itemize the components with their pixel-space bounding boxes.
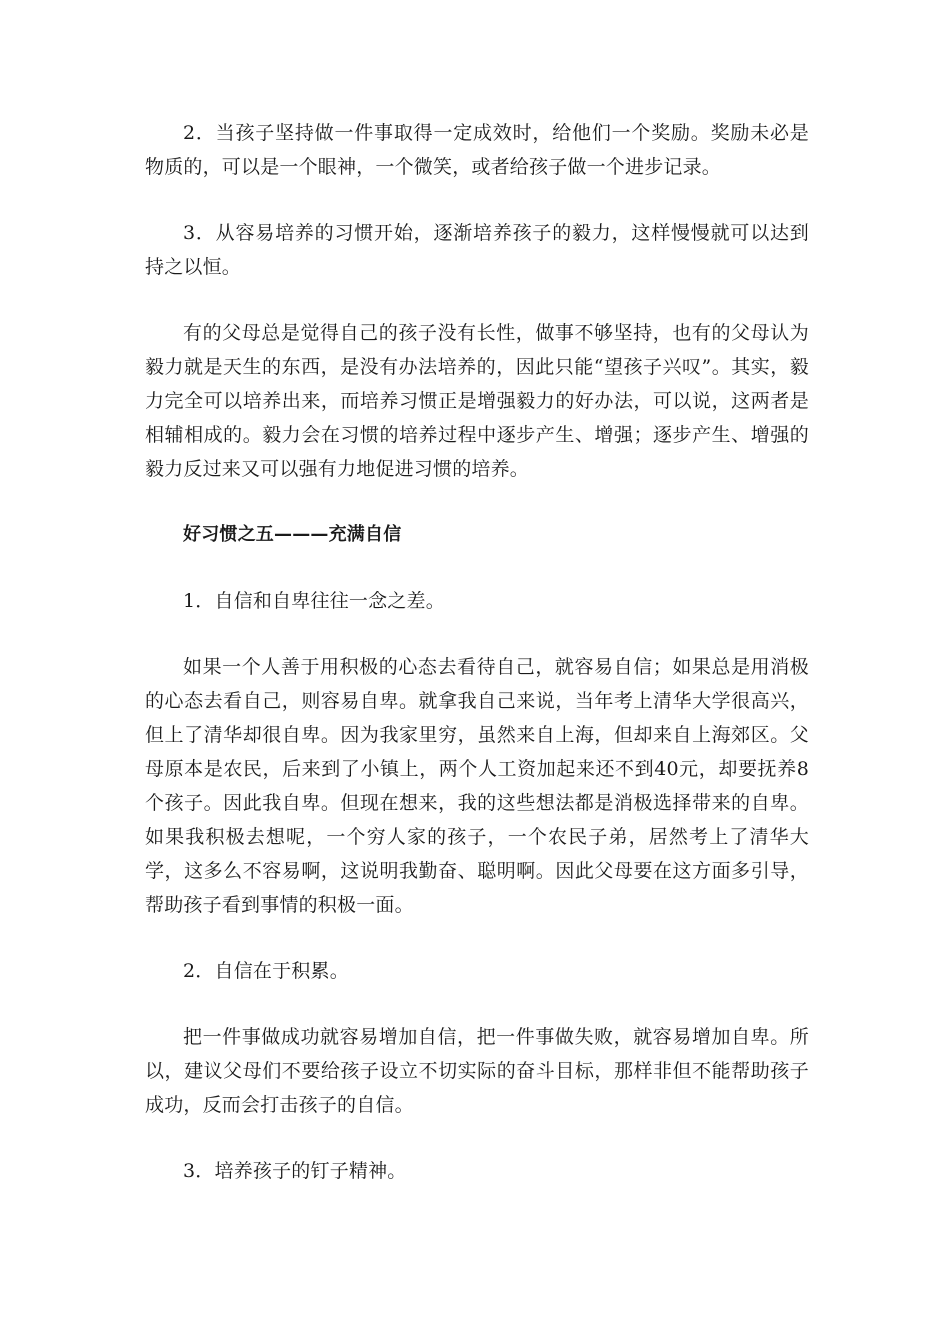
paragraph-perseverance: 有的父母总是觉得自己的孩子没有长性，做事不够坚持，也有的父母认为毅力就是天生的东西，是没有办法培养的，因此只能“望孩子兴叹”。其实，毅力完全可以培养出来，而培养习惯正是增强毅力的好办法，可以说，这两者是相辅相成的。毅力会在习惯的培养过程中逐步产生、增强；逐步产生、增强的毅力反过来又可以强有力地促进习惯的培养。 bbox=[145, 322, 809, 480]
paragraph-confidence-point-3: 3．培养孩子的钉子精神。 bbox=[183, 1160, 407, 1182]
section-heading: 好习惯之五———充满自信 bbox=[183, 524, 402, 545]
paragraph-confidence-point-1: 1．自信和自卑往往一念之差。 bbox=[183, 590, 445, 612]
document-body bbox=[145, 116, 809, 1188]
paragraph-easy-habits-tip: 3．从容易培养的习惯开始，逐渐培养孩子的毅力，这样慢慢就可以达到持之以恒。 bbox=[145, 222, 809, 278]
paragraph-success-failure: 把一件事做成功就容易增加自信，把一件事做失败，就容易增加自卑。所以，建议父母们不要给孩子设立不切实际的奋斗目标，那样非但不能帮助孩子成功，反而会打击孩子的自信。 bbox=[145, 1026, 809, 1116]
paragraph-reward-tip: 2．当孩子坚持做一件事取得一定成效时，给他们一个奖励。奖励未必是物质的，可以是一个眼神，一个微笑，或者给孩子做一个进步记录。 bbox=[145, 122, 809, 178]
paragraph-confidence-point-2: 2．自信在于积累。 bbox=[183, 960, 349, 982]
paragraph-confidence-story: 如果一个人善于用积极的心态去看待自己，就容易自信；如果总是用消极的心态去看自己，则容易自卑。就拿我自己来说，当年考上清华大学很高兴，但上了清华却很自卑。因为我家里穷，虽然来自上海，但却来自上海郊区。父母原本是农民，后来到了小镇上，两个人工资加起来还不到40元，却要抚养8个孩子。因此我自卑。但现在想来，我的这些想法都是消极选择带来的自卑。如果我积极去想呢，一个穷人家的孩子，一个农民子弟，居然考上了清华大学，这多么不容易啊，这说明我勤奋、聪明啊。因此父母要在这方面多引导，帮助孩子看到事情的积极一面。 bbox=[145, 656, 809, 916]
